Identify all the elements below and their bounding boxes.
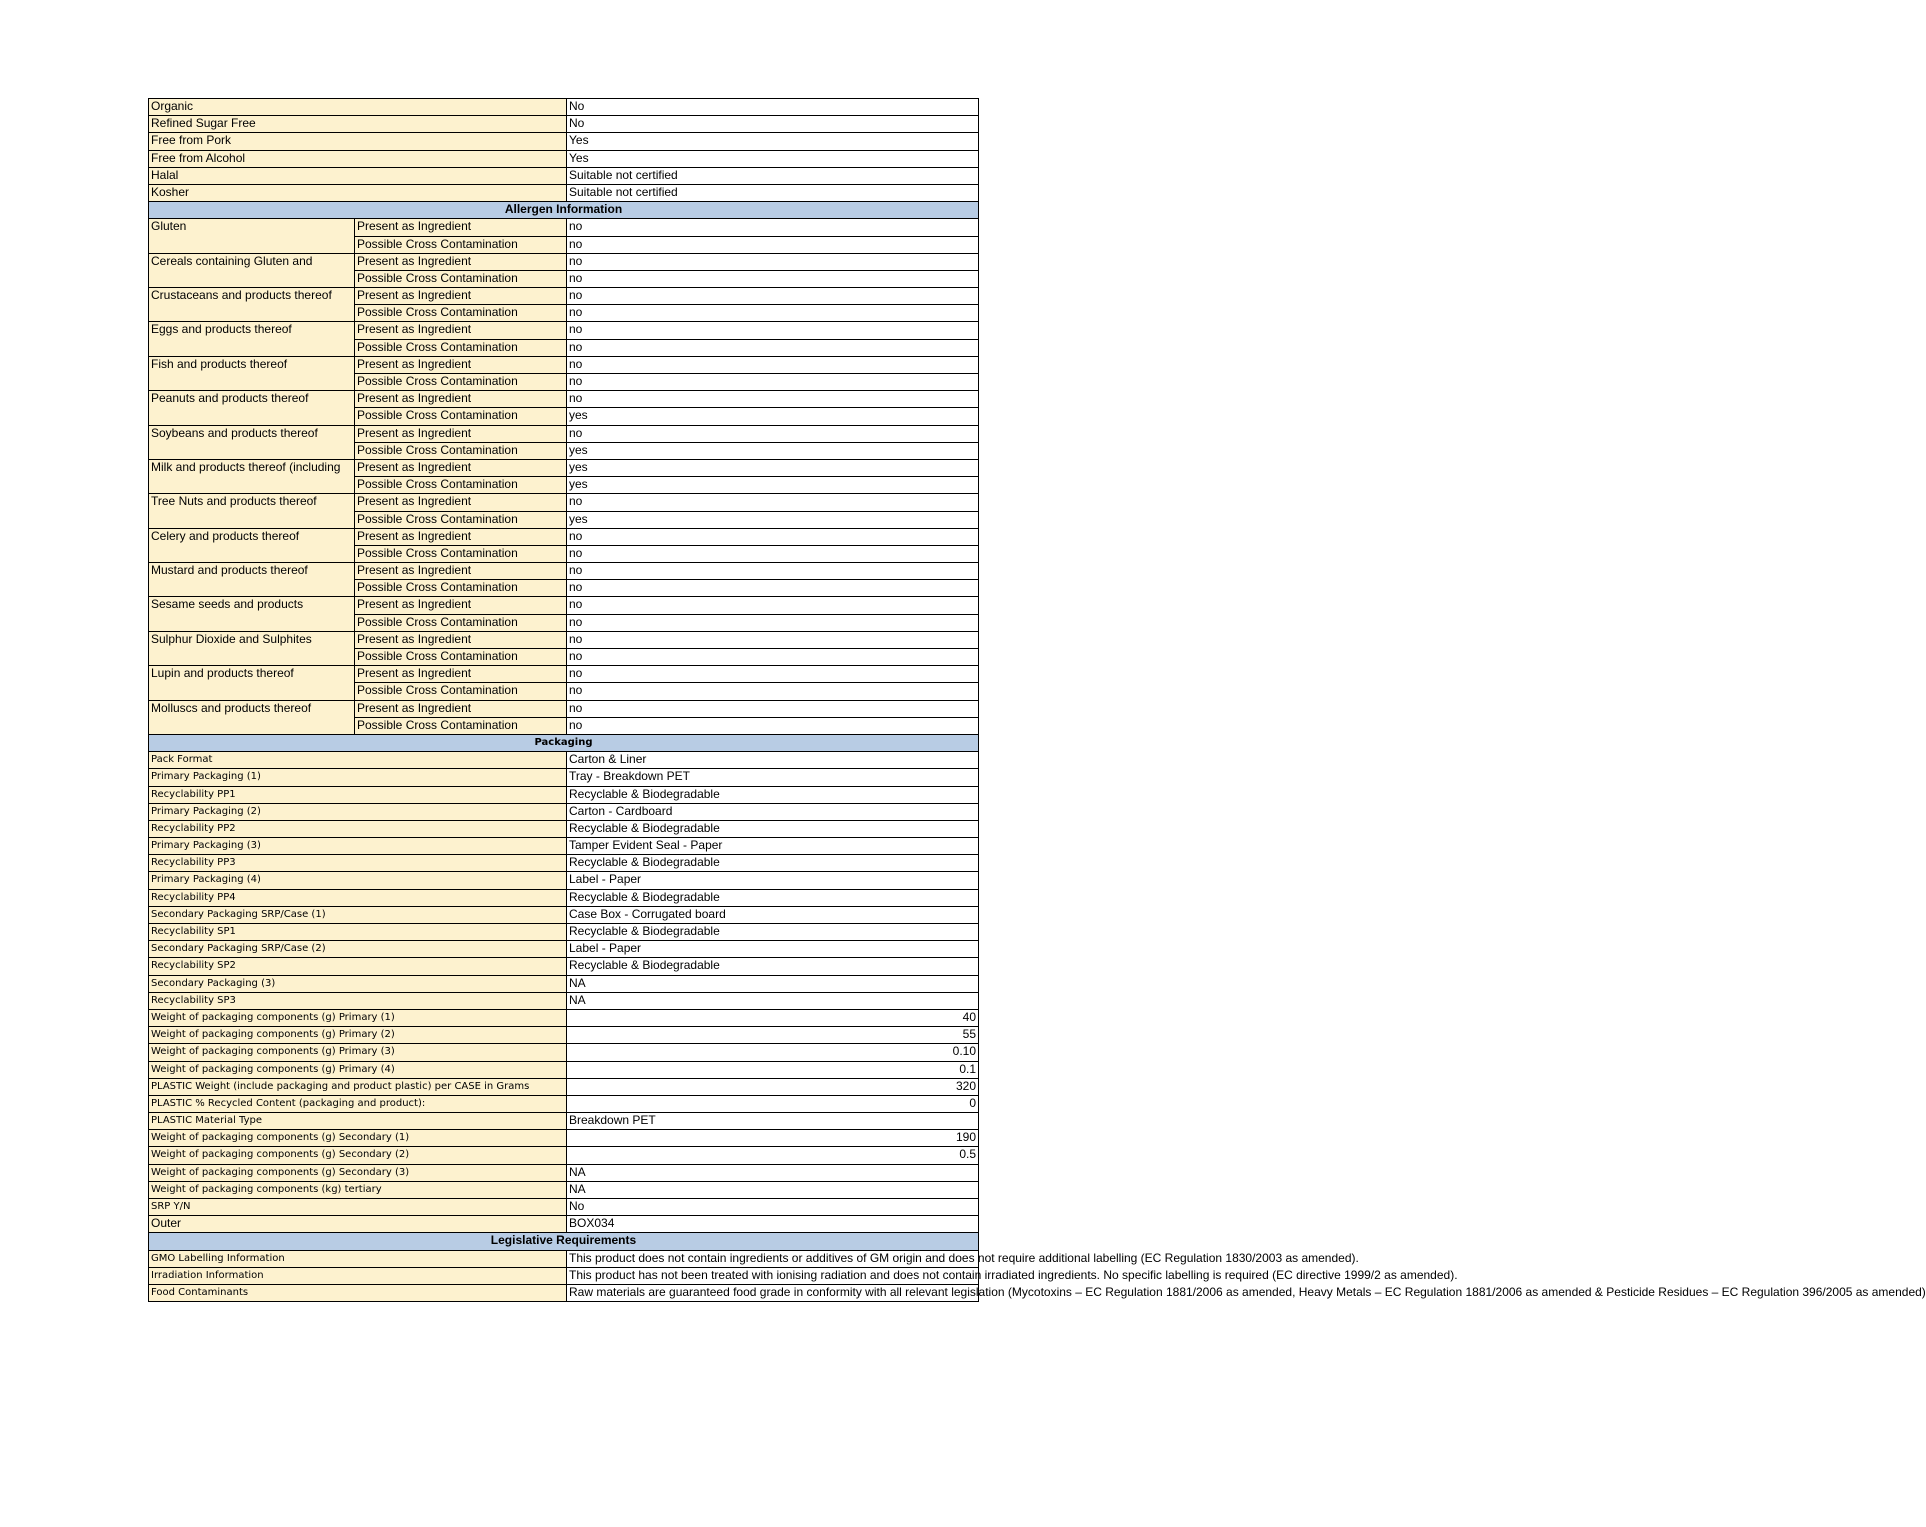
allergen-cross-value: no	[567, 270, 979, 287]
packaging-row	[149, 769, 979, 786]
allergen-present-value: no	[567, 425, 979, 442]
packaging-label: Recyclability PP2	[149, 820, 567, 837]
allergen-name: Mustard and products thereof	[149, 563, 355, 597]
allergen-present-value: no	[567, 219, 979, 236]
allergen-cross-label: Possible Cross Contamination	[355, 649, 567, 666]
allergen-cross-label: Possible Cross Contamination	[355, 683, 567, 700]
allergen-cross-value: no	[567, 683, 979, 700]
allergen-name: Molluscs and products thereof	[149, 700, 355, 734]
packaging-label: Recyclability PP4	[149, 889, 567, 906]
attribute-label: Free from Alcohol	[149, 150, 567, 167]
section-title: Packaging	[149, 734, 979, 751]
packaging-label: SRP Y/N	[149, 1199, 567, 1216]
allergen-cross-label: Possible Cross Contamination	[355, 408, 567, 425]
packaging-value: 0.5	[567, 1147, 979, 1164]
allergen-row	[149, 288, 979, 305]
packaging-row	[149, 1130, 979, 1147]
allergen-row	[149, 563, 979, 580]
legislative-value: This product has not been treated with ionising radiation and does not contain irradiated ingredients. No specific labelling is required (EC directive 1999/2 as amended).	[567, 1267, 979, 1284]
packaging-row	[149, 975, 979, 992]
packaging-row	[149, 941, 979, 958]
packaging-row-outer	[149, 1216, 979, 1233]
section-header-legislative	[149, 1233, 979, 1250]
attribute-label: Halal	[149, 167, 567, 184]
packaging-row	[149, 872, 979, 889]
packaging-value: 55	[567, 1027, 979, 1044]
specification-table	[148, 98, 1926, 1302]
allergen-present-label: Present as Ingredient	[355, 563, 567, 580]
legislative-row	[149, 1250, 979, 1267]
attribute-label: Free from Pork	[149, 133, 567, 150]
allergen-cross-value: no	[567, 649, 979, 666]
allergen-present-value: no	[567, 666, 979, 683]
allergen-row	[149, 700, 979, 717]
attribute-label: Organic	[149, 99, 567, 116]
packaging-label: Weight of packaging components (g) Primary (3)	[149, 1044, 567, 1061]
allergen-cross-value: no	[567, 717, 979, 734]
attribute-label: Kosher	[149, 184, 567, 201]
packaging-value: 0	[567, 1095, 979, 1112]
allergen-cross-value: yes	[567, 408, 979, 425]
packaging-label: Recyclability SP2	[149, 958, 567, 975]
packaging-label: Weight of packaging components (g) Primary (4)	[149, 1061, 567, 1078]
packaging-label: Recyclability PP1	[149, 786, 567, 803]
allergen-name: Lupin and products thereof	[149, 666, 355, 700]
attribute-value: Suitable not certified	[567, 184, 979, 201]
allergen-cross-value: yes	[567, 442, 979, 459]
attribute-label: Refined Sugar Free	[149, 116, 567, 133]
packaging-row	[149, 1009, 979, 1026]
packaging-label: Secondary Packaging SRP/Case (1)	[149, 906, 567, 923]
allergen-cross-label: Possible Cross Contamination	[355, 374, 567, 391]
allergen-present-value: no	[567, 700, 979, 717]
legislative-label: Food Contaminants	[149, 1284, 567, 1301]
allergen-cross-label: Possible Cross Contamination	[355, 339, 567, 356]
packaging-label: PLASTIC Material Type	[149, 1113, 567, 1130]
packaging-label: Weight of packaging components (g) Primary (1)	[149, 1009, 567, 1026]
packaging-label: Recyclability SP3	[149, 992, 567, 1009]
packaging-value: BOX034	[567, 1216, 979, 1233]
packaging-label: Weight of packaging components (g) Secondary (2)	[149, 1147, 567, 1164]
allergen-name: Peanuts and products thereof	[149, 391, 355, 425]
packaging-value: Carton - Cardboard	[567, 803, 979, 820]
allergen-cross-label: Possible Cross Contamination	[355, 717, 567, 734]
packaging-row	[149, 958, 979, 975]
allergen-present-label: Present as Ingredient	[355, 528, 567, 545]
packaging-row	[149, 1164, 979, 1181]
packaging-label: Weight of packaging components (g) Secondary (3)	[149, 1164, 567, 1181]
packaging-row	[149, 838, 979, 855]
attribute-row	[149, 116, 979, 133]
allergen-row	[149, 597, 979, 614]
allergen-cross-value: no	[567, 305, 979, 322]
allergen-cross-label: Possible Cross Contamination	[355, 442, 567, 459]
packaging-value: Case Box - Corrugated board	[567, 906, 979, 923]
packaging-value: No	[567, 1199, 979, 1216]
allergen-present-label: Present as Ingredient	[355, 288, 567, 305]
packaging-label: Secondary Packaging SRP/Case (2)	[149, 941, 567, 958]
allergen-present-label: Present as Ingredient	[355, 219, 567, 236]
attribute-row	[149, 133, 979, 150]
packaging-label: Outer	[149, 1216, 567, 1233]
legislative-row	[149, 1267, 979, 1284]
packaging-row	[149, 992, 979, 1009]
allergen-cross-label: Possible Cross Contamination	[355, 580, 567, 597]
allergen-present-value: no	[567, 288, 979, 305]
packaging-label: PLASTIC Weight (include packaging and product plastic) per CASE in Grams	[149, 1078, 567, 1095]
legislative-label: Irradiation Information	[149, 1267, 567, 1284]
packaging-label: Primary Packaging (3)	[149, 838, 567, 855]
allergen-present-label: Present as Ingredient	[355, 425, 567, 442]
allergen-name: Celery and products thereof	[149, 528, 355, 562]
packaging-value: NA	[567, 975, 979, 992]
allergen-row	[149, 631, 979, 648]
allergen-present-label: Present as Ingredient	[355, 459, 567, 476]
legislative-row	[149, 1284, 979, 1301]
allergen-present-value: no	[567, 322, 979, 339]
packaging-row	[149, 906, 979, 923]
section-title: Allergen Information	[149, 202, 979, 219]
allergen-cross-label: Possible Cross Contamination	[355, 545, 567, 562]
allergen-name: Tree Nuts and products thereof	[149, 494, 355, 528]
allergen-cross-value: no	[567, 580, 979, 597]
allergen-name: Crustaceans and products thereof	[149, 288, 355, 322]
packaging-row	[149, 924, 979, 941]
packaging-label: Primary Packaging (4)	[149, 872, 567, 889]
allergen-present-label: Present as Ingredient	[355, 356, 567, 373]
allergen-row	[149, 356, 979, 373]
allergen-name: Milk and products thereof (including	[149, 459, 355, 493]
allergen-present-value: no	[567, 631, 979, 648]
packaging-value: Carton & Liner	[567, 752, 979, 769]
attribute-row	[149, 99, 979, 116]
allergen-present-label: Present as Ingredient	[355, 700, 567, 717]
legislative-value: Raw materials are guaranteed food grade in conformity with all relevant legislation (Mycotoxins – EC Regulation 1881/2006 as amended, Heavy Metals – EC Regulation 1881/2006 as amended & Pesticide Residues – EC Regulation 396/2005 as amended)	[567, 1284, 979, 1301]
packaging-row	[149, 889, 979, 906]
allergen-row	[149, 322, 979, 339]
packaging-value: Recyclable & Biodegradable	[567, 855, 979, 872]
packaging-label: PLASTIC % Recycled Content (packaging and product):	[149, 1095, 567, 1112]
allergen-cross-label: Possible Cross Contamination	[355, 270, 567, 287]
allergen-name: Soybeans and products thereof	[149, 425, 355, 459]
packaging-value: Tamper Evident Seal - Paper	[567, 838, 979, 855]
packaging-row	[149, 1199, 979, 1216]
packaging-label: Recyclability PP3	[149, 855, 567, 872]
allergen-row	[149, 494, 979, 511]
packaging-value: 320	[567, 1078, 979, 1095]
allergen-present-label: Present as Ingredient	[355, 597, 567, 614]
packaging-value: 190	[567, 1130, 979, 1147]
section-title: Legislative Requirements	[149, 1233, 979, 1250]
section-header-allergens	[149, 202, 979, 219]
section-header-packaging	[149, 734, 979, 751]
packaging-label: Weight of packaging components (g) Secondary (1)	[149, 1130, 567, 1147]
allergen-present-label: Present as Ingredient	[355, 253, 567, 270]
packaging-label: Primary Packaging (1)	[149, 769, 567, 786]
packaging-row	[149, 1113, 979, 1130]
packaging-value: NA	[567, 1164, 979, 1181]
allergen-present-value: no	[567, 494, 979, 511]
packaging-value: 40	[567, 1009, 979, 1026]
packaging-value: Recyclable & Biodegradable	[567, 924, 979, 941]
allergen-present-value: no	[567, 597, 979, 614]
legislative-value: This product does not contain ingredients or additives of GM origin and does not require additional labelling (EC Regulation 1830/2003 as amended).	[567, 1250, 979, 1267]
allergen-row	[149, 391, 979, 408]
allergen-present-label: Present as Ingredient	[355, 666, 567, 683]
packaging-row	[149, 1181, 979, 1198]
packaging-value: 0.10	[567, 1044, 979, 1061]
packaging-row	[149, 1027, 979, 1044]
packaging-label: Pack Format	[149, 752, 567, 769]
allergen-name: Sesame seeds and products	[149, 597, 355, 631]
attribute-value: Yes	[567, 133, 979, 150]
packaging-row	[149, 1095, 979, 1112]
allergen-name: Fish and products thereof	[149, 356, 355, 390]
packaging-row	[149, 1044, 979, 1061]
allergen-present-label: Present as Ingredient	[355, 631, 567, 648]
packaging-value: Label - Paper	[567, 872, 979, 889]
packaging-value: Tray - Breakdown PET	[567, 769, 979, 786]
allergen-cross-value: yes	[567, 477, 979, 494]
packaging-value: 0.1	[567, 1061, 979, 1078]
attribute-row	[149, 184, 979, 201]
allergen-present-value: no	[567, 356, 979, 373]
packaging-value: Breakdown PET	[567, 1113, 979, 1130]
packaging-value: Recyclable & Biodegradable	[567, 889, 979, 906]
allergen-cross-value: yes	[567, 511, 979, 528]
packaging-label: Recyclability SP1	[149, 924, 567, 941]
allergen-present-value: no	[567, 528, 979, 545]
packaging-row	[149, 1061, 979, 1078]
packaging-value: Recyclable & Biodegradable	[567, 958, 979, 975]
allergen-present-value: no	[567, 253, 979, 270]
allergen-present-label: Present as Ingredient	[355, 494, 567, 511]
packaging-label: Primary Packaging (2)	[149, 803, 567, 820]
allergen-cross-label: Possible Cross Contamination	[355, 305, 567, 322]
allergen-cross-label: Possible Cross Contamination	[355, 511, 567, 528]
packaging-value: Label - Paper	[567, 941, 979, 958]
allergen-name: Cereals containing Gluten and	[149, 253, 355, 287]
allergen-cross-label: Possible Cross Contamination	[355, 614, 567, 631]
allergen-row	[149, 459, 979, 476]
packaging-row	[149, 1078, 979, 1095]
allergen-name: Sulphur Dioxide and Sulphites	[149, 631, 355, 665]
allergen-present-label: Present as Ingredient	[355, 322, 567, 339]
packaging-value: Recyclable & Biodegradable	[567, 820, 979, 837]
attribute-row	[149, 150, 979, 167]
attribute-value: No	[567, 116, 979, 133]
allergen-cross-value: no	[567, 339, 979, 356]
allergen-present-value: no	[567, 391, 979, 408]
packaging-row	[149, 803, 979, 820]
allergen-row	[149, 528, 979, 545]
legislative-label: GMO Labelling Information	[149, 1250, 567, 1267]
allergen-cross-value: no	[567, 614, 979, 631]
packaging-row	[149, 752, 979, 769]
allergen-name: Eggs and products thereof	[149, 322, 355, 356]
allergen-cross-value: no	[567, 374, 979, 391]
packaging-row	[149, 820, 979, 837]
attribute-value: Yes	[567, 150, 979, 167]
packaging-value: NA	[567, 992, 979, 1009]
allergen-present-value: no	[567, 563, 979, 580]
packaging-row	[149, 786, 979, 803]
attribute-row	[149, 167, 979, 184]
packaging-value: Recyclable & Biodegradable	[567, 786, 979, 803]
allergen-cross-label: Possible Cross Contamination	[355, 236, 567, 253]
allergen-row	[149, 666, 979, 683]
packaging-label: Weight of packaging components (kg) tertiary	[149, 1181, 567, 1198]
attribute-value: No	[567, 99, 979, 116]
allergen-cross-value: no	[567, 545, 979, 562]
allergen-present-label: Present as Ingredient	[355, 391, 567, 408]
allergen-name: Gluten	[149, 219, 355, 253]
allergen-row	[149, 253, 979, 270]
allergen-cross-value: no	[567, 236, 979, 253]
packaging-label: Weight of packaging components (g) Primary (2)	[149, 1027, 567, 1044]
attribute-value: Suitable not certified	[567, 167, 979, 184]
packaging-value: NA	[567, 1181, 979, 1198]
allergen-present-value: yes	[567, 459, 979, 476]
packaging-row	[149, 1147, 979, 1164]
allergen-cross-label: Possible Cross Contamination	[355, 477, 567, 494]
allergen-row	[149, 219, 979, 236]
allergen-row	[149, 425, 979, 442]
packaging-row	[149, 855, 979, 872]
packaging-label: Secondary Packaging (3)	[149, 975, 567, 992]
